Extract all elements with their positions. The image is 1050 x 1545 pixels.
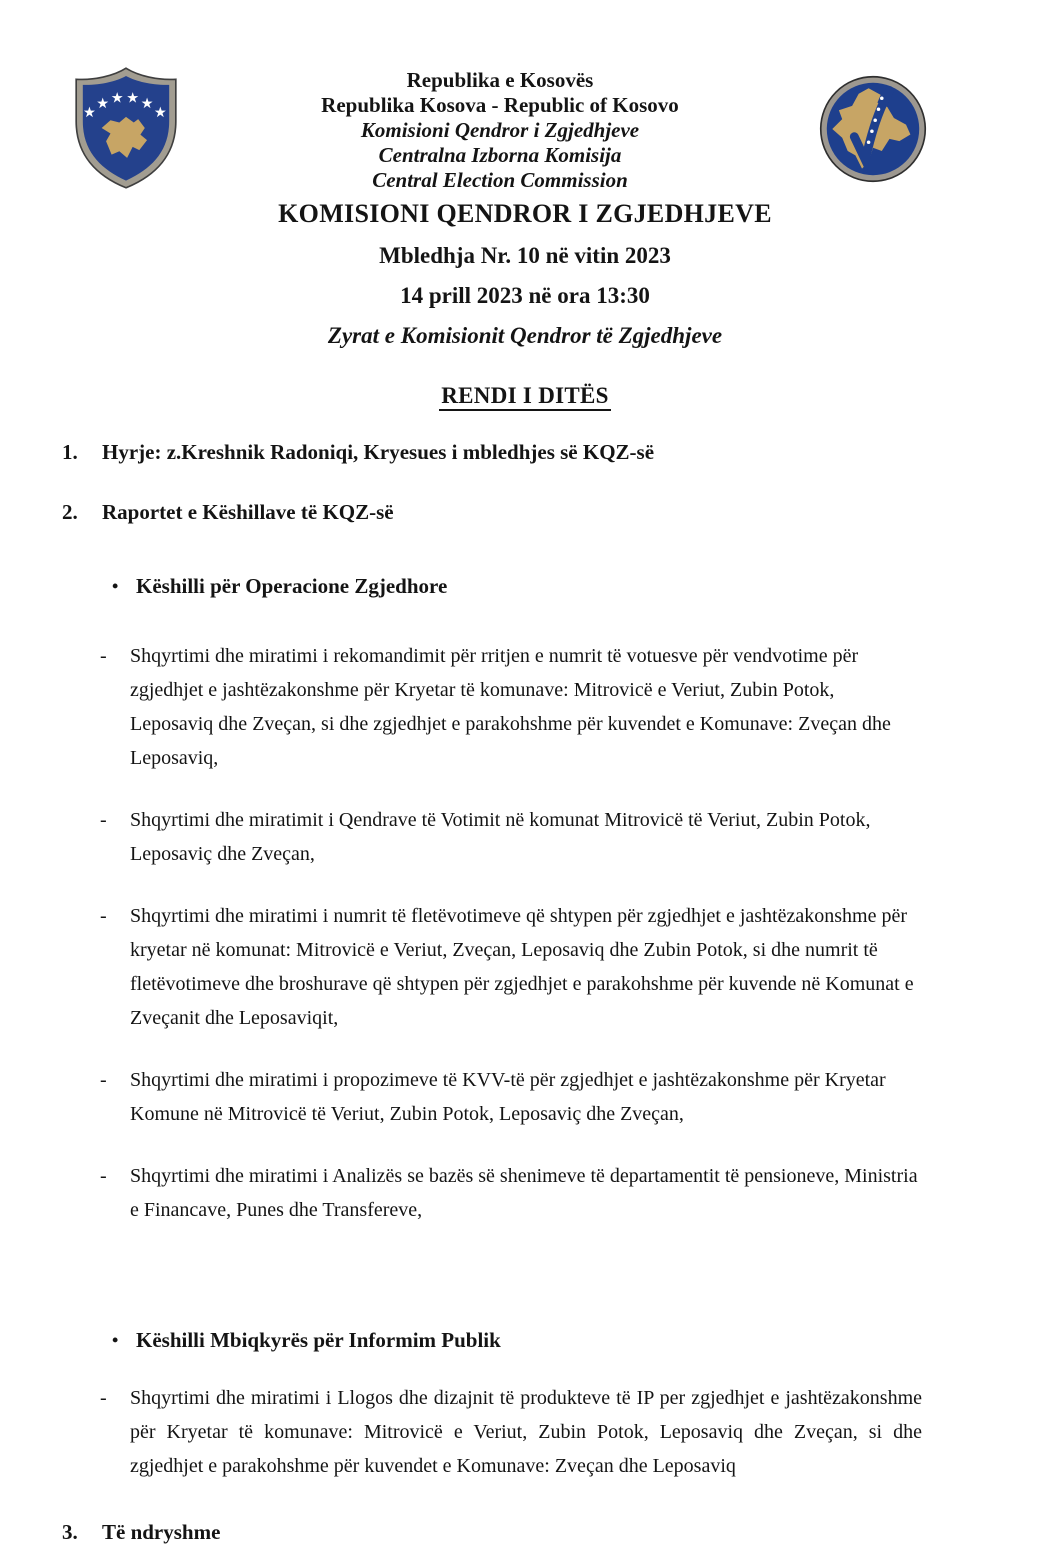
meeting-number-line: Mbledhja Nr. 10 në vitin 2023	[379, 243, 671, 268]
agenda-subitem	[100, 899, 1050, 1035]
bullet-marker: •	[112, 576, 119, 596]
dash-marker: -	[100, 1069, 107, 1091]
subitem-text: Shqyrtimi dhe miratimi i rekomandimit për rritjen e numrit të votuesve për vendvotime për zgjedhjet e jashtëzakonshme për Kryetar të komunave: Mitrovicë e Veriut, Zubin Potok, Leposaviq dhe Zveçan, si dhe zgjedhjet e parakohshme për kuvendet e Komunave: Zveçan dhe Leposaviq,	[130, 645, 891, 769]
cec-circle-icon	[818, 74, 928, 184]
subitem-text: Shqyrtimi dhe miratimi i Llogos dhe dizajnit të produkteve të IP per zgjedhjet e jashtëzakonshme për Kryetar të komunave: Mitrovicë e Veriut, Zubin Potok, Leposaviq dhe Zveçan, si dhe zgjedhjet e parakohshme për kuvendet e Komunave: Zveçan dhe Leposaviq	[130, 1387, 922, 1477]
header-line-3: Komisioni Qendror i Zgjedhjeve	[360, 118, 640, 142]
agenda-subitem	[100, 1159, 1050, 1227]
svg-text:★: ★	[153, 104, 167, 121]
agenda-heading-row	[0, 383, 1050, 409]
header-text-block	[182, 66, 818, 193]
dash-marker: -	[100, 809, 107, 831]
item-number: 1.	[62, 440, 78, 464]
svg-text:★: ★	[96, 96, 110, 113]
agenda-item-3	[62, 1519, 1050, 1545]
kosovo-shield-icon	[70, 66, 182, 190]
item-text: Të ndryshme	[102, 1520, 221, 1544]
subitem-text: Shqyrtimi dhe miratimi i numrit të fletëvotimeve që shtypen për zgjedhjet e jashtëzakonshme për kryetar në komunat: Mitrovicë e Veriut, Zveçan, Leposaviq dhe Zubin Potok, si dhe numrit të fletëvotimeve dhe broshurave që shtypen për zgjedhjet e parakohshme për kuvende në Komunat e Zveçanit dhe Leposaviqit,	[130, 905, 914, 1029]
agenda-item-1	[62, 439, 1050, 465]
council-title: Këshilli për Operacione Zgjedhore	[136, 574, 448, 598]
svg-text:★: ★	[83, 104, 96, 121]
kosovo-coat-of-arms-logo	[70, 66, 182, 190]
svg-text:★: ★	[140, 96, 154, 113]
document-title: KOMISIONI QENDROR I ZGJEDHJEVE	[278, 199, 772, 228]
svg-text:★: ★	[126, 90, 140, 107]
subitem-text: Shqyrtimi dhe miratimit i Qendrave të Votimit në komunat Mitrovicë të Veriut, Zubin Potok, Leposaviç dhe Zveçan,	[130, 809, 871, 865]
header-line-1: Republika e Kosovës	[406, 68, 594, 92]
item-text: Raportet e Këshillave të KQZ-së	[102, 500, 394, 524]
council-section-public-info-header	[112, 1327, 1050, 1353]
dash-marker: -	[100, 645, 107, 667]
document-header	[0, 66, 1050, 193]
agenda-heading: RENDI I DITËS	[439, 383, 611, 411]
meeting-datetime-line: 14 prill 2023 në ora 13:30	[400, 283, 650, 308]
cec-emblem-logo	[818, 66, 928, 184]
dash-marker: -	[100, 1165, 107, 1187]
agenda-subitem	[100, 1063, 1050, 1131]
svg-text:★: ★	[110, 90, 124, 107]
bullet-marker: •	[112, 1330, 119, 1350]
agenda-subitem	[100, 639, 1050, 775]
item-number: 2.	[62, 500, 78, 524]
agenda-subitem	[100, 1381, 1050, 1483]
header-line-2: Republika Kosova - Republic of Kosovo	[321, 93, 679, 117]
header-line-4: Centralna Izborna Komisija	[378, 143, 622, 167]
dash-marker: -	[100, 905, 107, 927]
council-title: Këshilli Mbiqkyrës për Informim Publik	[136, 1328, 501, 1352]
subitem-text: Shqyrtimi dhe miratimi i propozimeve të KVV-të për zgjedhjet e jashtëzakonshme për Kryetar Komune në Mitrovicë të Veriut, Zubin Potok, Leposaviç dhe Zveçan,	[130, 1069, 886, 1125]
item-text: Hyrje: z.Kreshnik Radoniqi, Kryesues i mbledhjes së KQZ-së	[102, 440, 655, 464]
agenda-subitem	[100, 803, 1050, 871]
header-line-5: Central Election Commission	[372, 168, 628, 192]
meeting-location-line: Zyrat e Komisionit Qendror të Zgjedhjeve	[327, 323, 723, 348]
agenda-item-2	[62, 499, 1050, 525]
dash-marker: -	[100, 1387, 107, 1409]
subitem-text: Shqyrtimi dhe miratimi i Analizës se bazës së shenimeve të departamentit të pensioneve, Ministria e Financave, Punes dhe Transfereve,	[130, 1165, 918, 1221]
council-section-operations-header	[112, 573, 1050, 599]
item-number: 3.	[62, 1520, 78, 1544]
